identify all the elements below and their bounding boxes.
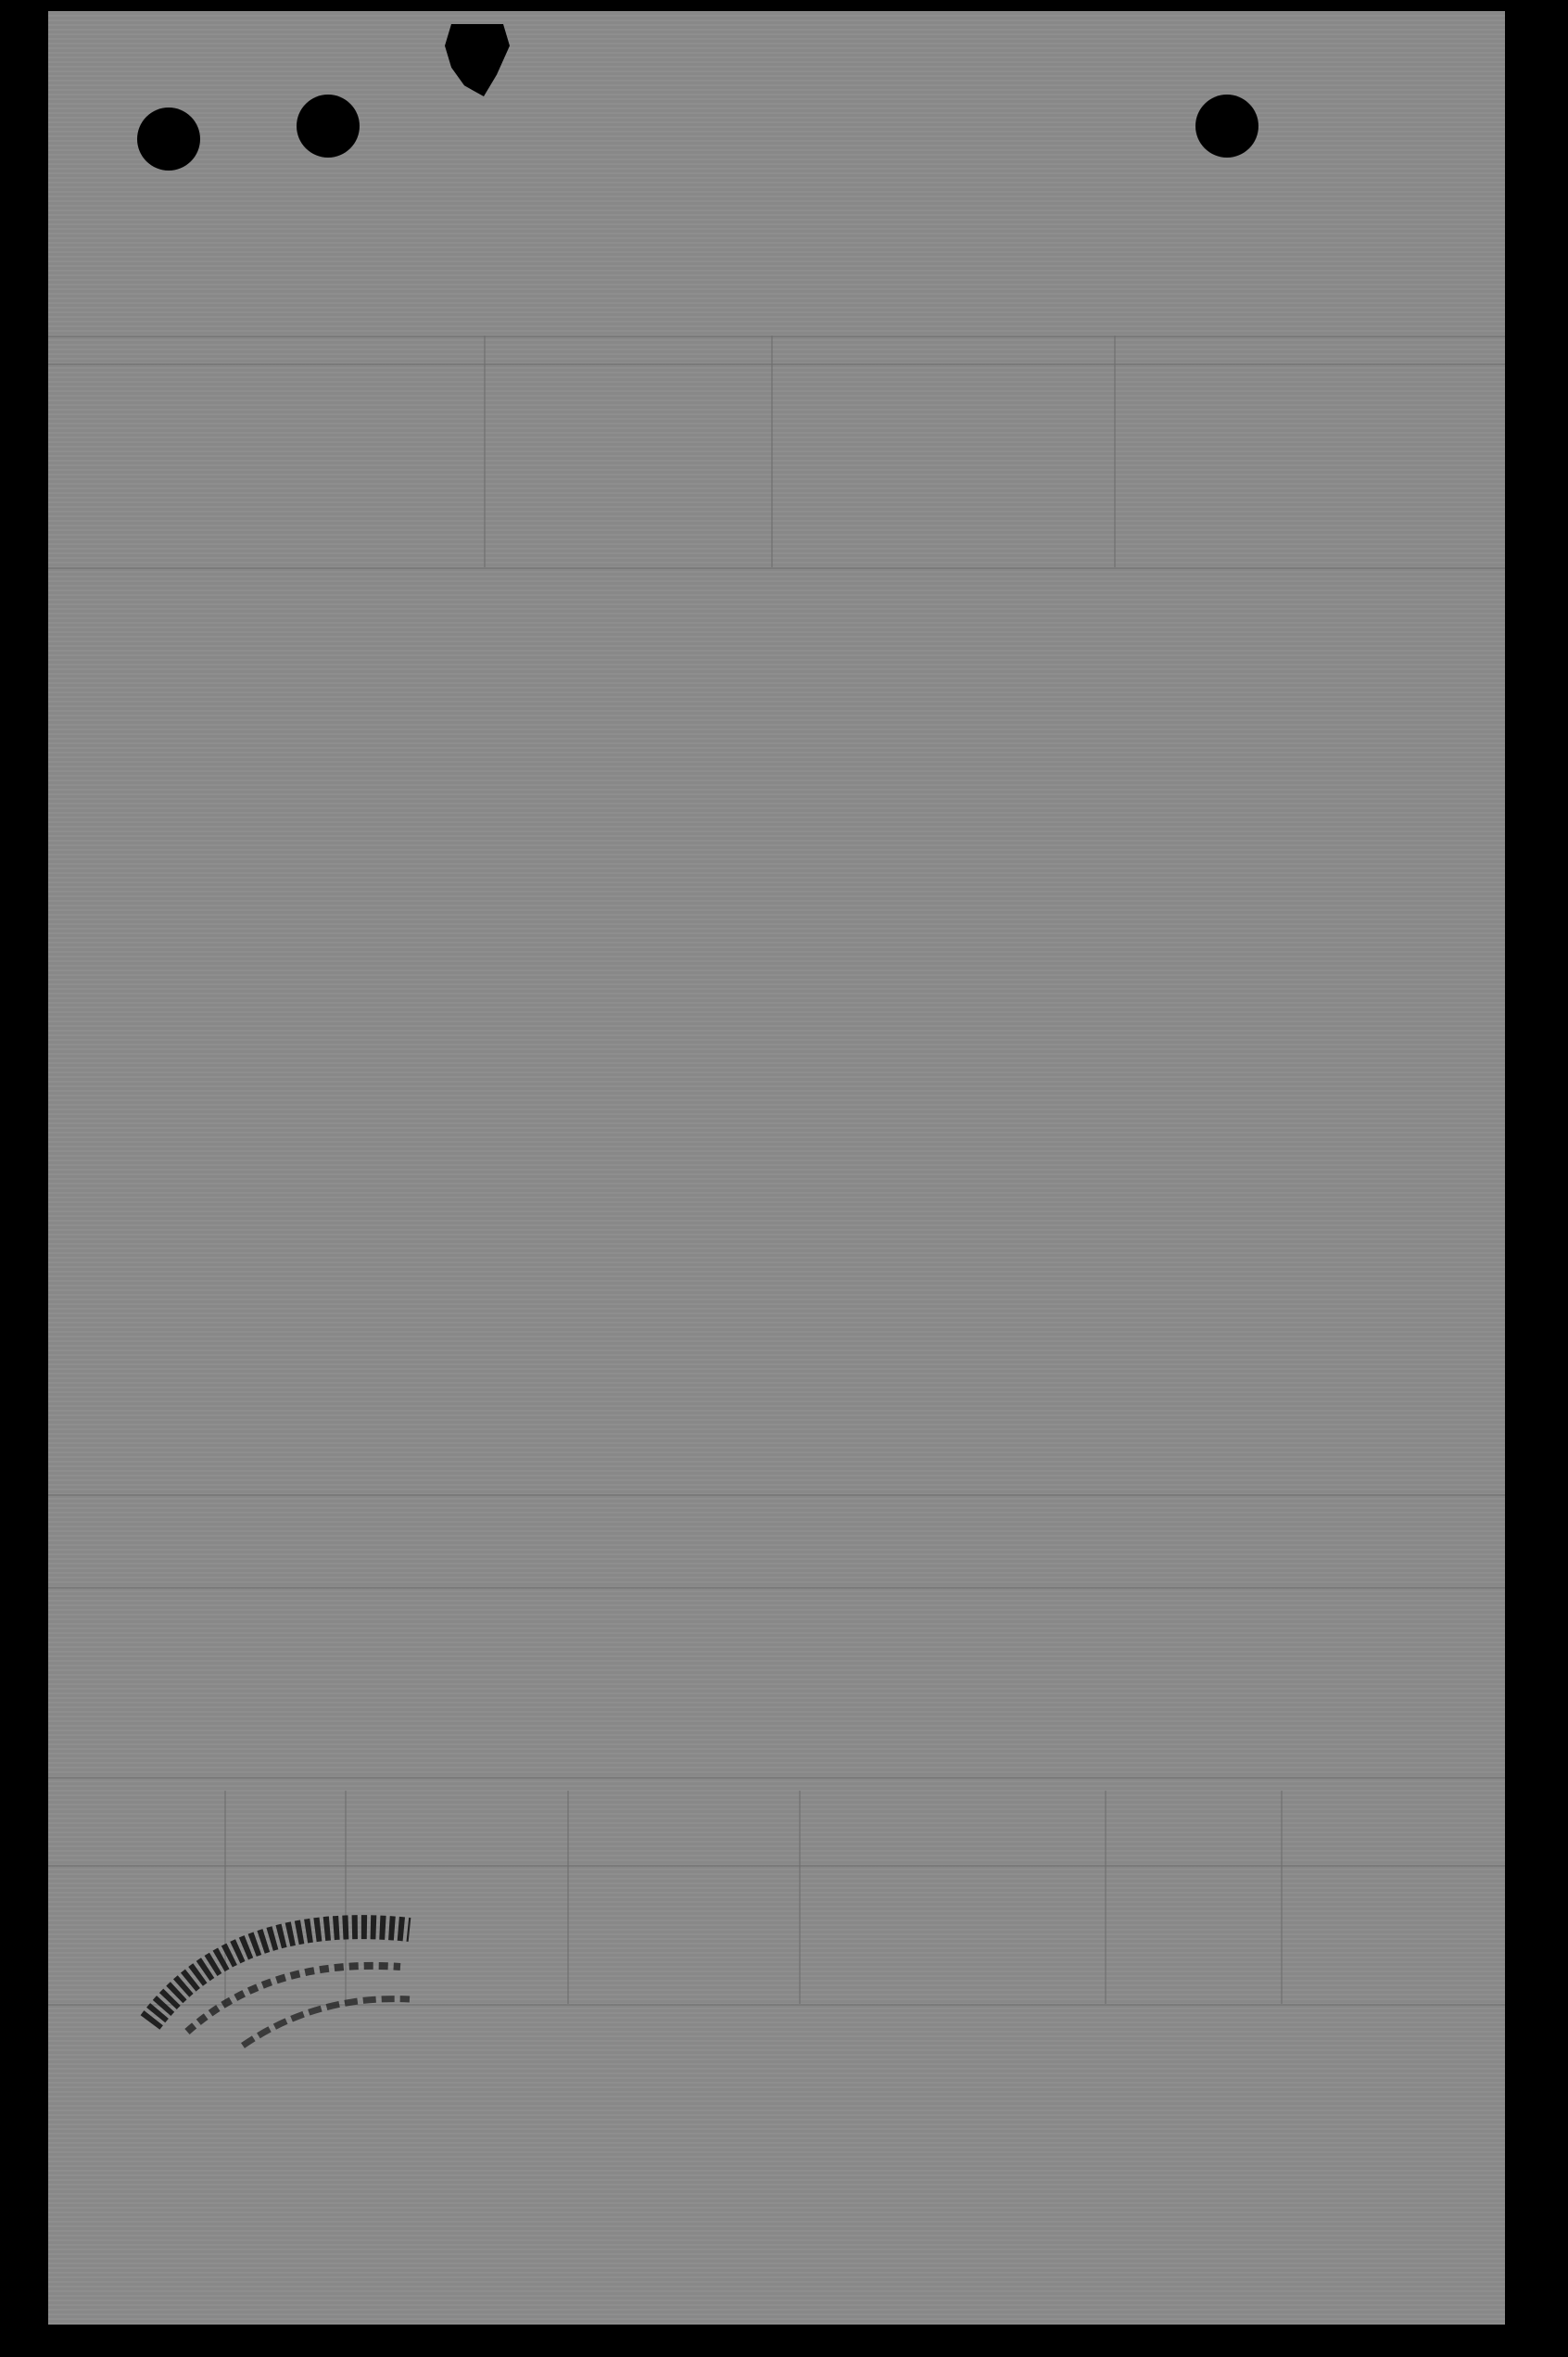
declaration-sheet	[48, 11, 1505, 2325]
punch-hole	[1195, 95, 1258, 158]
paper-tear	[445, 24, 510, 96]
note-5	[201, 1105, 305, 1129]
punch-hole	[297, 95, 360, 158]
note-6	[201, 1229, 305, 1253]
note-4	[201, 953, 305, 977]
note-1	[201, 748, 305, 772]
punch-hole	[137, 108, 200, 171]
stamp-mark	[132, 1893, 428, 2078]
note-3	[201, 886, 305, 910]
note-2	[201, 843, 305, 868]
